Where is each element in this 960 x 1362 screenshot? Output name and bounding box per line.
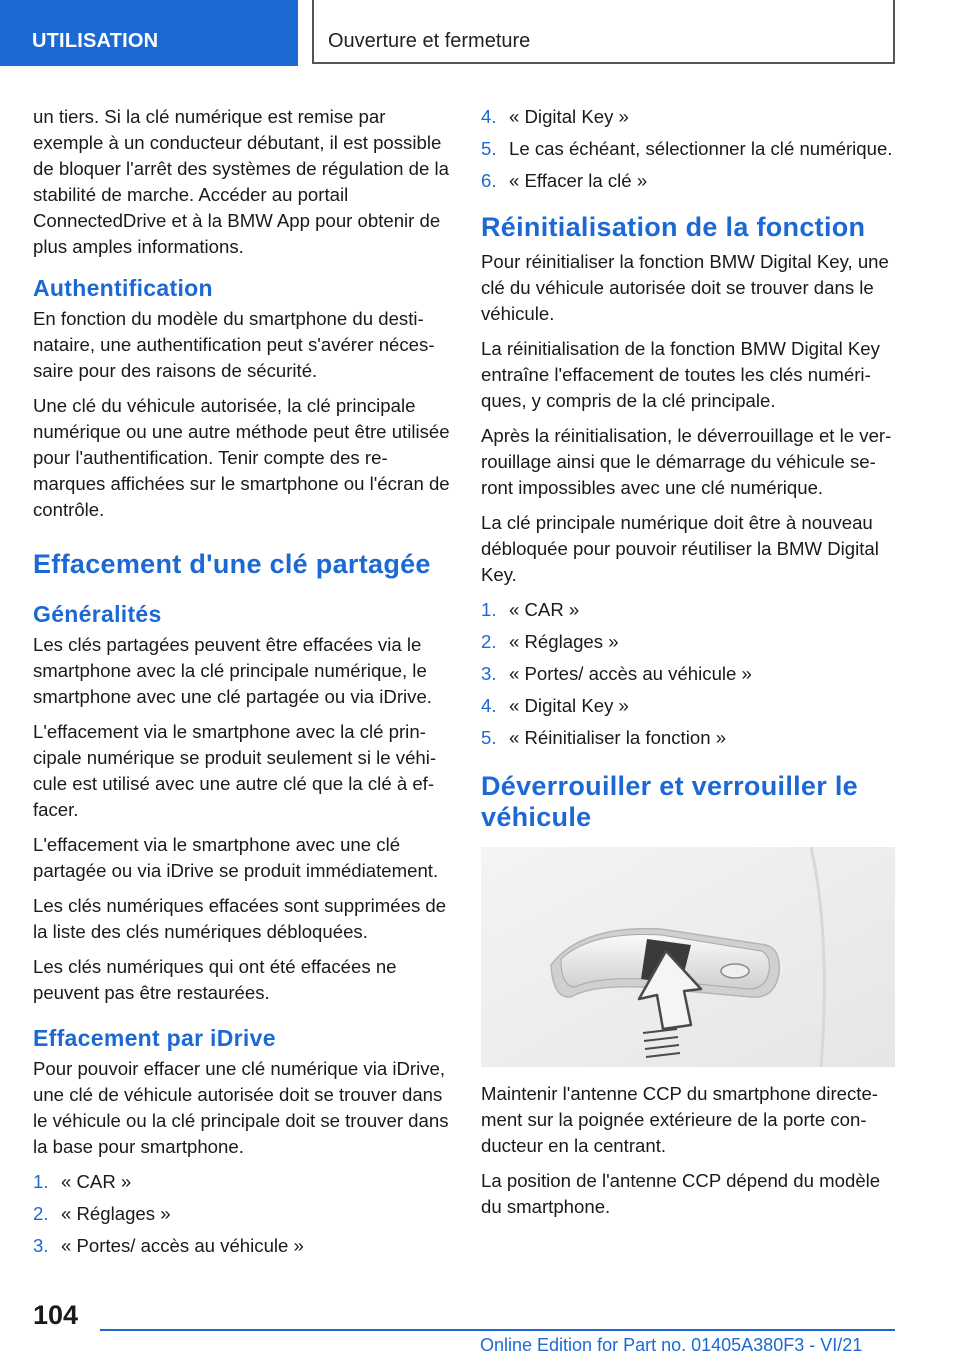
section-tab[interactable]: UTILISATION — [0, 0, 298, 66]
heading-authentification: Authentification — [33, 275, 213, 301]
topic-tab[interactable]: Ouverture et fermeture — [312, 0, 895, 64]
intro-paragraph: un tiers. Si la clé numérique est remise par exemple à un conducteur débutant, il est possible de bloquer l'arrêt des systèmes de régulation de la stabilité de marche. Accéder au portail ConnectedDrive et à la BMW App pour obtenir de plus amples informations. — [33, 106, 449, 257]
step-number: 3. — [481, 663, 497, 684]
idrive-steps-continued — [481, 104, 897, 194]
list-item — [481, 168, 897, 194]
reset-steps-list — [481, 597, 897, 751]
lock-paragraph-2: La position de l'antenne CCP dépend du modèle du smartphone. — [481, 1170, 881, 1217]
general-paragraph-4: Les clés numériques effacées sont supprimées de la liste des clés numériques débloquées. — [33, 895, 447, 942]
step-number: 4. — [481, 695, 497, 716]
step-text: « Effacer la clé » — [509, 170, 648, 191]
general-paragraph-2: L'effacement via le smartphone avec la clé principale numérique se produit seulement si le véhicule est utilisé avec une autre clé que la clé à effacer. — [33, 721, 437, 820]
right-column — [481, 104, 897, 1229]
heading-deverrouiller-verrouiller: Déverrouiller et verrouiller le véhicule — [481, 771, 858, 832]
list-item — [33, 1233, 453, 1259]
list-item — [481, 661, 897, 687]
idrive-paragraph: Pour pouvoir effacer une clé numérique via iDrive, une clé de véhicule autorisée doit se trouver dans le véhicule ou la clé principale doit se trouver dans la base pour smartphone. — [33, 1058, 449, 1157]
list-item — [481, 104, 897, 130]
list-item — [481, 136, 897, 162]
step-text: « Digital Key » — [509, 695, 629, 716]
step-text: « Réinitialiser la fonction » — [509, 727, 727, 748]
step-text: « Réglages » — [509, 631, 619, 652]
footer-divider — [100, 1329, 895, 1331]
general-paragraph-5: Les clés numériques qui ont été effacées ne peuvent pas être restaurées. — [33, 956, 397, 1003]
step-number: 1. — [33, 1171, 49, 1192]
step-text: Le cas échéant, sélectionner la clé numérique. — [509, 138, 893, 159]
page-header — [0, 0, 960, 66]
heading-effacement-idrive: Effacement par iDrive — [33, 1025, 276, 1051]
reset-paragraph-2: La réinitialisation de la fonction BMW Digital Key entraîne l'effacement de toutes les clés numériques, y compris de la clé principale. — [481, 338, 880, 411]
step-text: « Réglages » — [61, 1203, 171, 1224]
reset-paragraph-1: Pour réinitialiser la fonction BMW Digital Key, une clé du véhicule autorisée doit se trouver dans le véhicule. — [481, 251, 889, 324]
step-text: « CAR » — [509, 599, 580, 620]
step-number: 2. — [33, 1203, 49, 1224]
step-number: 1. — [481, 599, 497, 620]
reset-paragraph-4: La clé principale numérique doit être à nouveau débloquée pour pouvoir réutiliser la BMW Digital Key. — [481, 512, 879, 585]
general-paragraph-3: L'effacement via le smartphone avec une clé partagée ou via iDrive se produit immédiatement. — [33, 834, 439, 881]
step-number: 2. — [481, 631, 497, 652]
step-number: 5. — [481, 727, 497, 748]
heading-effacement-cle-partagee: Effacement d'une clé partagée — [33, 549, 431, 579]
auth-paragraph-2: Une clé du véhicule autorisée, la clé principale numérique ou une autre méthode peut être utilisée pour l'authentification. Tenir compte des remarques affichées sur le smartphone ou l'écran de contrôle. — [33, 395, 450, 520]
list-item — [481, 725, 897, 751]
door-handle-illustration — [481, 847, 895, 1067]
general-paragraph-1: Les clés partagées peuvent être effacées via le smartphone avec la clé principale numérique, le smartphone avec une clé partagée ou via iDrive. — [33, 634, 432, 707]
list-item — [481, 693, 897, 719]
reset-paragraph-3: Après la réinitialisation, le déverrouillage et le verrouillage ainsi que le démarrage du véhicule seront impossibles avec une clé numérique. — [481, 425, 892, 498]
list-item — [33, 1169, 453, 1195]
step-number: 3. — [33, 1235, 49, 1256]
page-number: 104 — [33, 1300, 79, 1330]
step-text: « Portes/ accès au véhicule » — [509, 663, 752, 684]
step-text: « Digital Key » — [509, 106, 629, 127]
idrive-steps-list — [33, 1169, 453, 1259]
auth-paragraph-1: En fonction du modèle du smartphone du destinataire, une authentification peut s'avérer nécessaire pour des raisons de sécurité. — [33, 308, 435, 381]
step-text: « Portes/ accès au véhicule » — [61, 1235, 304, 1256]
step-text: « CAR » — [61, 1171, 132, 1192]
heading-generalites: Généralités — [33, 601, 162, 627]
lock-paragraph-1: Maintenir l'antenne CCP du smartphone directement sur la poignée extérieure de la porte conducteur en la centrant. — [481, 1083, 878, 1156]
list-item — [481, 629, 897, 655]
step-number: 4. — [481, 106, 497, 127]
heading-reinitialisation: Réinitialisation de la fonction — [481, 212, 866, 242]
left-column — [33, 104, 453, 1269]
step-number: 6. — [481, 170, 497, 191]
edition-footer: Online Edition for Part no. 01405A380F3 - VI/21 — [480, 1335, 863, 1355]
step-number: 5. — [481, 138, 497, 159]
list-item — [33, 1201, 453, 1227]
list-item — [481, 597, 897, 623]
